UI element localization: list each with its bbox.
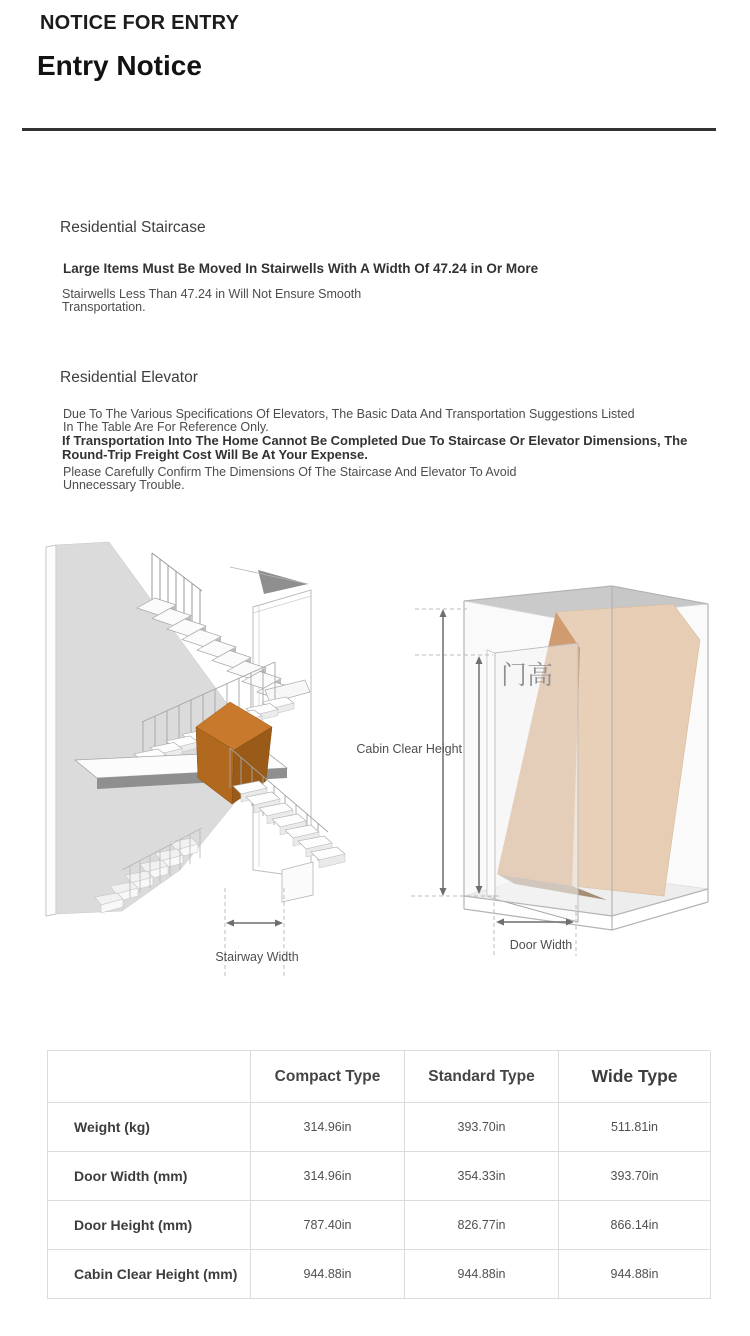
table-cell: 354.33in — [405, 1152, 559, 1201]
staircase-body-text: Stairwells Less Than 47.24 in Will Not Ensure Smooth Transportation. — [62, 287, 362, 314]
row-label-door-height: Door Height (mm) — [48, 1201, 251, 1250]
row-label-door-width: Door Width (mm) — [48, 1152, 251, 1201]
staircase-lead-text: Large Items Must Be Moved In Stairwells With A Width Of 47.24 in Or More — [63, 261, 539, 276]
header-divider — [22, 128, 716, 131]
table-cell: 314.96in — [251, 1152, 405, 1201]
table-header-wide: Wide Type — [559, 1051, 711, 1103]
table-header-standard: Standard Type — [405, 1051, 559, 1103]
page-title: Entry Notice — [37, 50, 202, 81]
table-cell: 826.77in — [405, 1201, 559, 1250]
table-cell: 866.14in — [559, 1201, 711, 1250]
elevator-paragraph-1: Due To The Various Specifications Of Elevators, The Basic Data And Transportation Suggestions Listed In The Table Are For Reference Only. — [63, 407, 635, 434]
table-header-empty — [48, 1051, 251, 1103]
table-cell: 944.88in — [405, 1250, 559, 1299]
elevator-paragraph-2: If Transportation Into The Home Cannot Be Completed Due To Staircase Or Elevator Dimensions, The Round-Trip Freight Cost Will Be At Your Expense. — [62, 433, 688, 462]
page-eyebrow: NOTICE FOR ENTRY — [40, 12, 240, 34]
table-cell: 944.88in — [559, 1250, 711, 1299]
cabin-clear-height-label: Cabin Clear Height — [356, 742, 462, 756]
table-cell: 944.88in — [251, 1250, 405, 1299]
table-cell: 787.40in — [251, 1201, 405, 1250]
row-label-cabin-clear-height: Cabin Clear Height (mm) — [48, 1250, 251, 1299]
staircase-section-heading: Residential Staircase — [60, 219, 206, 236]
row-label-weight: Weight (kg) — [48, 1103, 251, 1152]
staircase-illustration — [30, 540, 360, 990]
elevator-illustration — [355, 578, 715, 958]
door-height-cn-text: 门高 — [501, 661, 554, 691]
table-cell: 393.70in — [405, 1103, 559, 1152]
table-cell: 511.81in — [559, 1103, 711, 1152]
stairway-width-label: Stairway Width — [215, 950, 299, 964]
door-width-label: Door Width — [509, 938, 573, 952]
table-cell: 314.96in — [251, 1103, 405, 1152]
elevator-paragraph-3: Please Carefully Confirm The Dimensions Of The Staircase And Elevator To Avoid Unnecessary Trouble. — [63, 465, 517, 492]
elevator-section-heading: Residential Elevator — [60, 369, 198, 386]
table-cell: 393.70in — [559, 1152, 711, 1201]
table-header-compact: Compact Type — [251, 1051, 405, 1103]
elevator-spec-table — [47, 1050, 710, 1299]
